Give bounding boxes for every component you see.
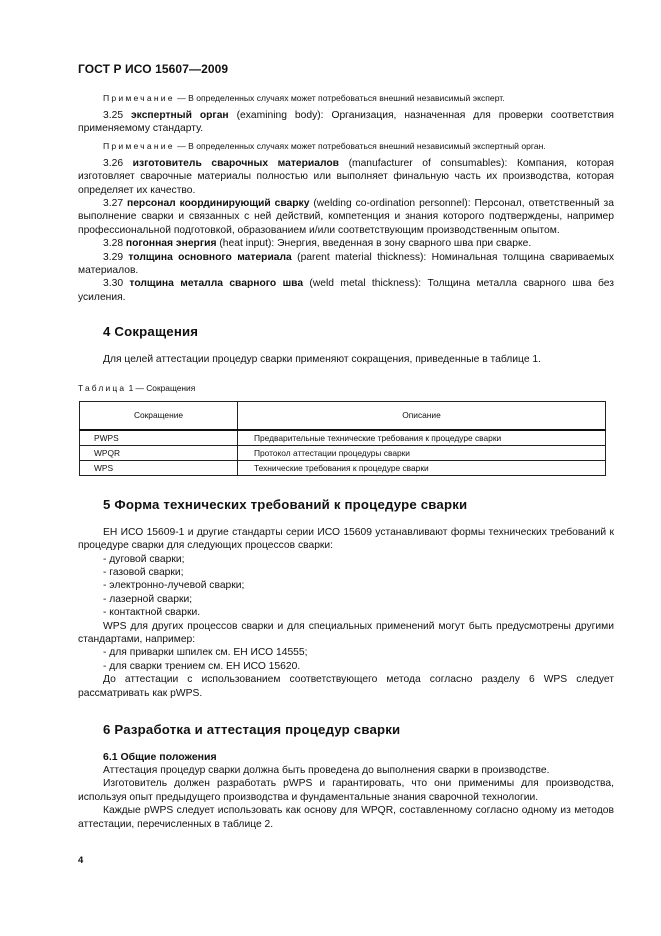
column-header-description: Описание xyxy=(238,401,606,430)
note-label: Примечание xyxy=(103,140,175,151)
description-cell: Технические требования к процедуре сварки xyxy=(238,460,606,475)
section-5-paragraph: До аттестации с использованием соответствующего метода согласно разделу 6 WPS следует рассматривать как pWPS. xyxy=(78,674,614,699)
standards-example-list xyxy=(78,646,614,673)
section-5-paragraph: WPS для других процессов сварки и для специальных применений могут быть предусмотрены другими стандартами, например: xyxy=(78,620,614,645)
page-number: 4 xyxy=(78,855,84,866)
note-label: Примечание xyxy=(103,93,175,103)
list-item: - газовой сварки; xyxy=(103,566,184,578)
table-header-row xyxy=(80,401,606,430)
definition-3-27: 3.27 персонал координирующий сварку (welding co-ordination personnel): Персонал, ответственный за выполнение сварки и связанных с ней действий, компетенция и знания которого подтверждены, например профессиональной подготовкой, образованием и/или соответствующим производственным опытом. xyxy=(78,198,614,236)
table-row xyxy=(80,445,606,460)
section-5-paragraph: ЕН ИСО 15609-1 и другие стандарты серии ИСО 15609 устанавливают формы технических требований к процедуре сварки для следующих процессов сварки: xyxy=(78,526,614,552)
section-6-paragraph: Изготовитель должен разработать pWPS и гарантировать, что они применимы для производства, используя опыт предыдущего производства и фундаментальные знания сварочной технологии. xyxy=(78,778,614,803)
section-4-intro: Для целей аттестации процедур сварки применяют сокращения, приведенные в таблице 1. xyxy=(103,354,542,366)
note: Примечание — В определенных случаях может потребоваться внешний независимый экспертный орган. xyxy=(103,140,546,151)
section-4-heading: 4 Сокращения xyxy=(103,324,199,340)
description-cell: Протокол аттестации процедуры сварки xyxy=(238,445,606,460)
note: Примечание — В определенных случаях может потребоваться внешний независимый эксперт. xyxy=(103,93,505,103)
document-page xyxy=(78,62,614,831)
description-cell: Предварительные технические требования к процедуре сварки xyxy=(238,430,606,446)
section-6-paragraph: Каждые pWPS следует использовать как основу для WPQR, составленному согласно одному из методов аттестации, перечисленных в таблице 2. xyxy=(78,805,614,830)
definition-3-28: 3.28 погонная энергия (heat input): Энергия, введенная в зону сварного шва при сварке. xyxy=(103,238,532,250)
table-row xyxy=(80,460,606,475)
definition-3-30: 3.30 толщина металла сварного шва (weld metal thickness): Толщина металла сварного шва без усиления. xyxy=(78,278,614,303)
list-item: - лазерной сварки; xyxy=(103,593,193,605)
list-item: - электронно-лучевой сварки; xyxy=(103,580,245,592)
list-item: - дуговой сварки; xyxy=(103,553,185,565)
list-item: - для приварки шпилек см. ЕН ИСО 14555; xyxy=(103,647,308,659)
column-header-abbreviation: Сокращение xyxy=(80,401,238,430)
section-6-paragraph: Аттестация процедур сварки должна быть проведена до выполнения сварки в производстве. xyxy=(103,764,550,776)
section-5-heading: 5 Форма технических требований к процедуре сварки xyxy=(103,496,468,512)
welding-process-list xyxy=(78,553,614,620)
subsection-6-1-heading: 6.1 Общие положения xyxy=(103,750,217,763)
list-item: - контактной сварки. xyxy=(103,607,201,619)
definition-3-26: 3.26 изготовитель сварочных материалов (manufacturer of consumables): Компания, которая изготовляет сварочные материалы полностью или выполняет финальную часть их производства, которая определяет их качество. xyxy=(78,157,614,196)
abbreviation-cell: WPQR xyxy=(80,445,238,460)
table-row xyxy=(80,430,606,446)
definition-3-29: 3.29 толщина основного материала (parent material thickness): Номинальная толщина свариваемых материалов. xyxy=(78,251,614,277)
definition-3-25: 3.25 экспертный орган (examining body): Организация, назначенная для проверки соответствия применяемому стандарту. xyxy=(78,110,615,135)
table-caption: Таблица 1 — Сокращения xyxy=(78,382,196,393)
document-header: ГОСТ Р ИСО 15607—2009 xyxy=(78,62,229,76)
abbreviations-table xyxy=(79,401,606,476)
abbreviation-cell: PWPS xyxy=(80,430,238,446)
list-item: - для сварки трением см. ЕН ИСО 15620. xyxy=(103,660,301,672)
section-6-heading: 6 Разработка и аттестация процедур сварки xyxy=(103,721,401,737)
abbreviation-cell: WPS xyxy=(80,460,238,475)
